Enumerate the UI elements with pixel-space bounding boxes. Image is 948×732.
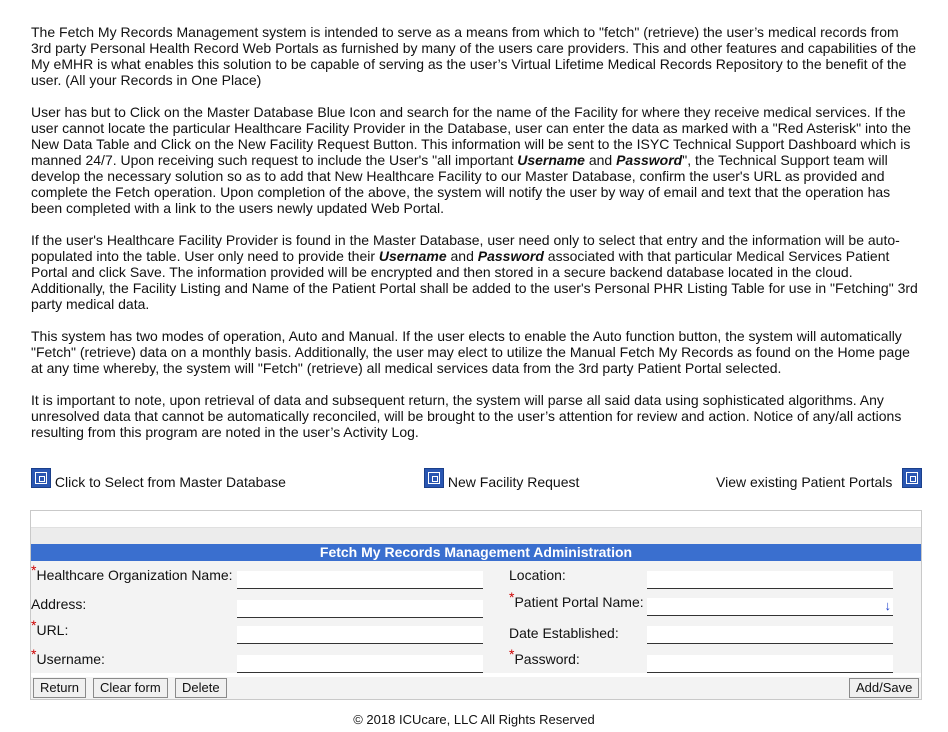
intro-paragraph-1: The Fetch My Records Management system is intended to serve as a means from which to "fetch" (retrieve) the user’s medical records from 3rd party Personal Health Record Web Portals as furnished by many of the users care providers. This and other features and capabilities of the My eMHR is what enables this solution to be capable of serving as the user’s Virtual Lifetime Medical Records Repository to the benefit of the user. (All your Records in One Place) [31, 24, 917, 88]
intro-paragraph-5: It is important to note, upon retrieval of data and subsequent return, the system will parse all said data using sophisticated algorithms. Any unresolved data that cannot be automatically reconciled, will be brought to the user’s attention for review and action. Notice of any/all actions resulting from this program are noted in the user’s Activity Log. [31, 392, 902, 440]
form-fields [31, 561, 921, 673]
intro-paragraph-4: This system has two modes of operation, Auto and Manual. If the user elects to enable the Auto function button, the system will automatically "Fetch" (retrieve) data on a monthly basis. Additionally, the user may elect to utilize the Manual Fetch My Records as found on the Home page at any time whereby, the system will "Fetch" (retrieve) all medical services data from the 3rd party Patient Portal selected. [31, 328, 910, 376]
panel-grey-strip [31, 528, 921, 544]
intro-text [31, 24, 921, 456]
location-input[interactable] [647, 571, 893, 589]
date-established-input[interactable] [647, 626, 893, 644]
healthcare-org-label: *Healthcare Organization Name: [31, 562, 233, 583]
address-input[interactable] [237, 600, 483, 618]
username-label: *Username: [31, 646, 105, 667]
required-marker: * [31, 562, 37, 578]
url-input[interactable] [237, 626, 483, 644]
view-patient-portals-link[interactable] [716, 468, 922, 488]
healthcare-org-input[interactable] [237, 571, 483, 589]
address-label: Address: [31, 596, 87, 612]
panel-top-blank [31, 511, 921, 528]
return-button[interactable]: Return [33, 678, 86, 698]
location-label: Location: [509, 567, 566, 583]
fetch-records-form-panel [30, 510, 922, 700]
required-marker: * [509, 646, 515, 662]
required-marker: * [31, 646, 37, 662]
intro-paragraph-3: If the user's Healthcare Facility Provider is found in the Master Database, user need only to select that entry and the information will be auto-populated into the table. User only need to provide their Username and Password associated with that particular Medical Services Patient Portal and click Save. The information provided will be encrypted and then stored in a secure backend database located in the cloud. Additionally, the Facility Listing and Name of the Patient Portal shall be added to the user's Personal PHR Listing Table for use in "Fetching" 3rd party medical data. [31, 232, 918, 312]
add-save-button[interactable]: Add/Save [849, 678, 919, 698]
clear-form-button[interactable]: Clear form [93, 678, 168, 698]
database-icon[interactable] [31, 468, 51, 488]
required-marker: * [509, 589, 515, 605]
master-database-link[interactable] [31, 468, 286, 488]
patient-portal-dropdown[interactable] [647, 598, 893, 616]
url-label: *URL: [31, 617, 69, 638]
copyright-footer: © 2018 ICUcare, LLC All Rights Reserved [353, 712, 595, 727]
username-input[interactable] [237, 655, 483, 673]
date-established-label: Date Established: [509, 625, 619, 641]
new-facility-label[interactable]: New Facility Request [447, 474, 580, 490]
intro-paragraph-2: User has but to Click on the Master Database Blue Icon and search for the name of the Facility for where they receive medical services. If the user cannot locate the particular Healthcare Facility Provider in the Database, user can enter the data as marked with a "Red Asterisk" into the New Data Table and Click on the New Facility Request Button. This information will be sent to the ISYC Technical Support Dashboard which is manned 24/7. Upon receiving such request to include the User's "all important Username and Password", the Technical Support team will develop the necessary solution so as to add that New Healthcare Facility to our Master Database, confirm the user's URL as provided and complete the Fetch operation. Upon completion of the above, the system will notify the user by way of email and text that the operation has been completed with a link to the users newly updated Web Portal. [31, 104, 911, 216]
password-label: *Password: [509, 646, 580, 667]
patient-portals-icon[interactable] [902, 468, 922, 488]
master-database-label[interactable]: Click to Select from Master Database [54, 474, 286, 490]
view-portals-label[interactable]: View existing Patient Portals [716, 474, 893, 490]
dropdown-arrow-icon[interactable]: ↓ [884, 598, 891, 613]
form-buttons [31, 677, 921, 699]
new-facility-request-link[interactable] [424, 468, 579, 488]
password-input[interactable] [647, 655, 893, 673]
new-facility-icon[interactable] [424, 468, 444, 488]
patient-portal-label: *Patient Portal Name: [509, 589, 644, 610]
delete-button[interactable]: Delete [175, 678, 227, 698]
form-title: Fetch My Records Management Administration [31, 544, 921, 561]
required-marker: * [31, 617, 37, 633]
